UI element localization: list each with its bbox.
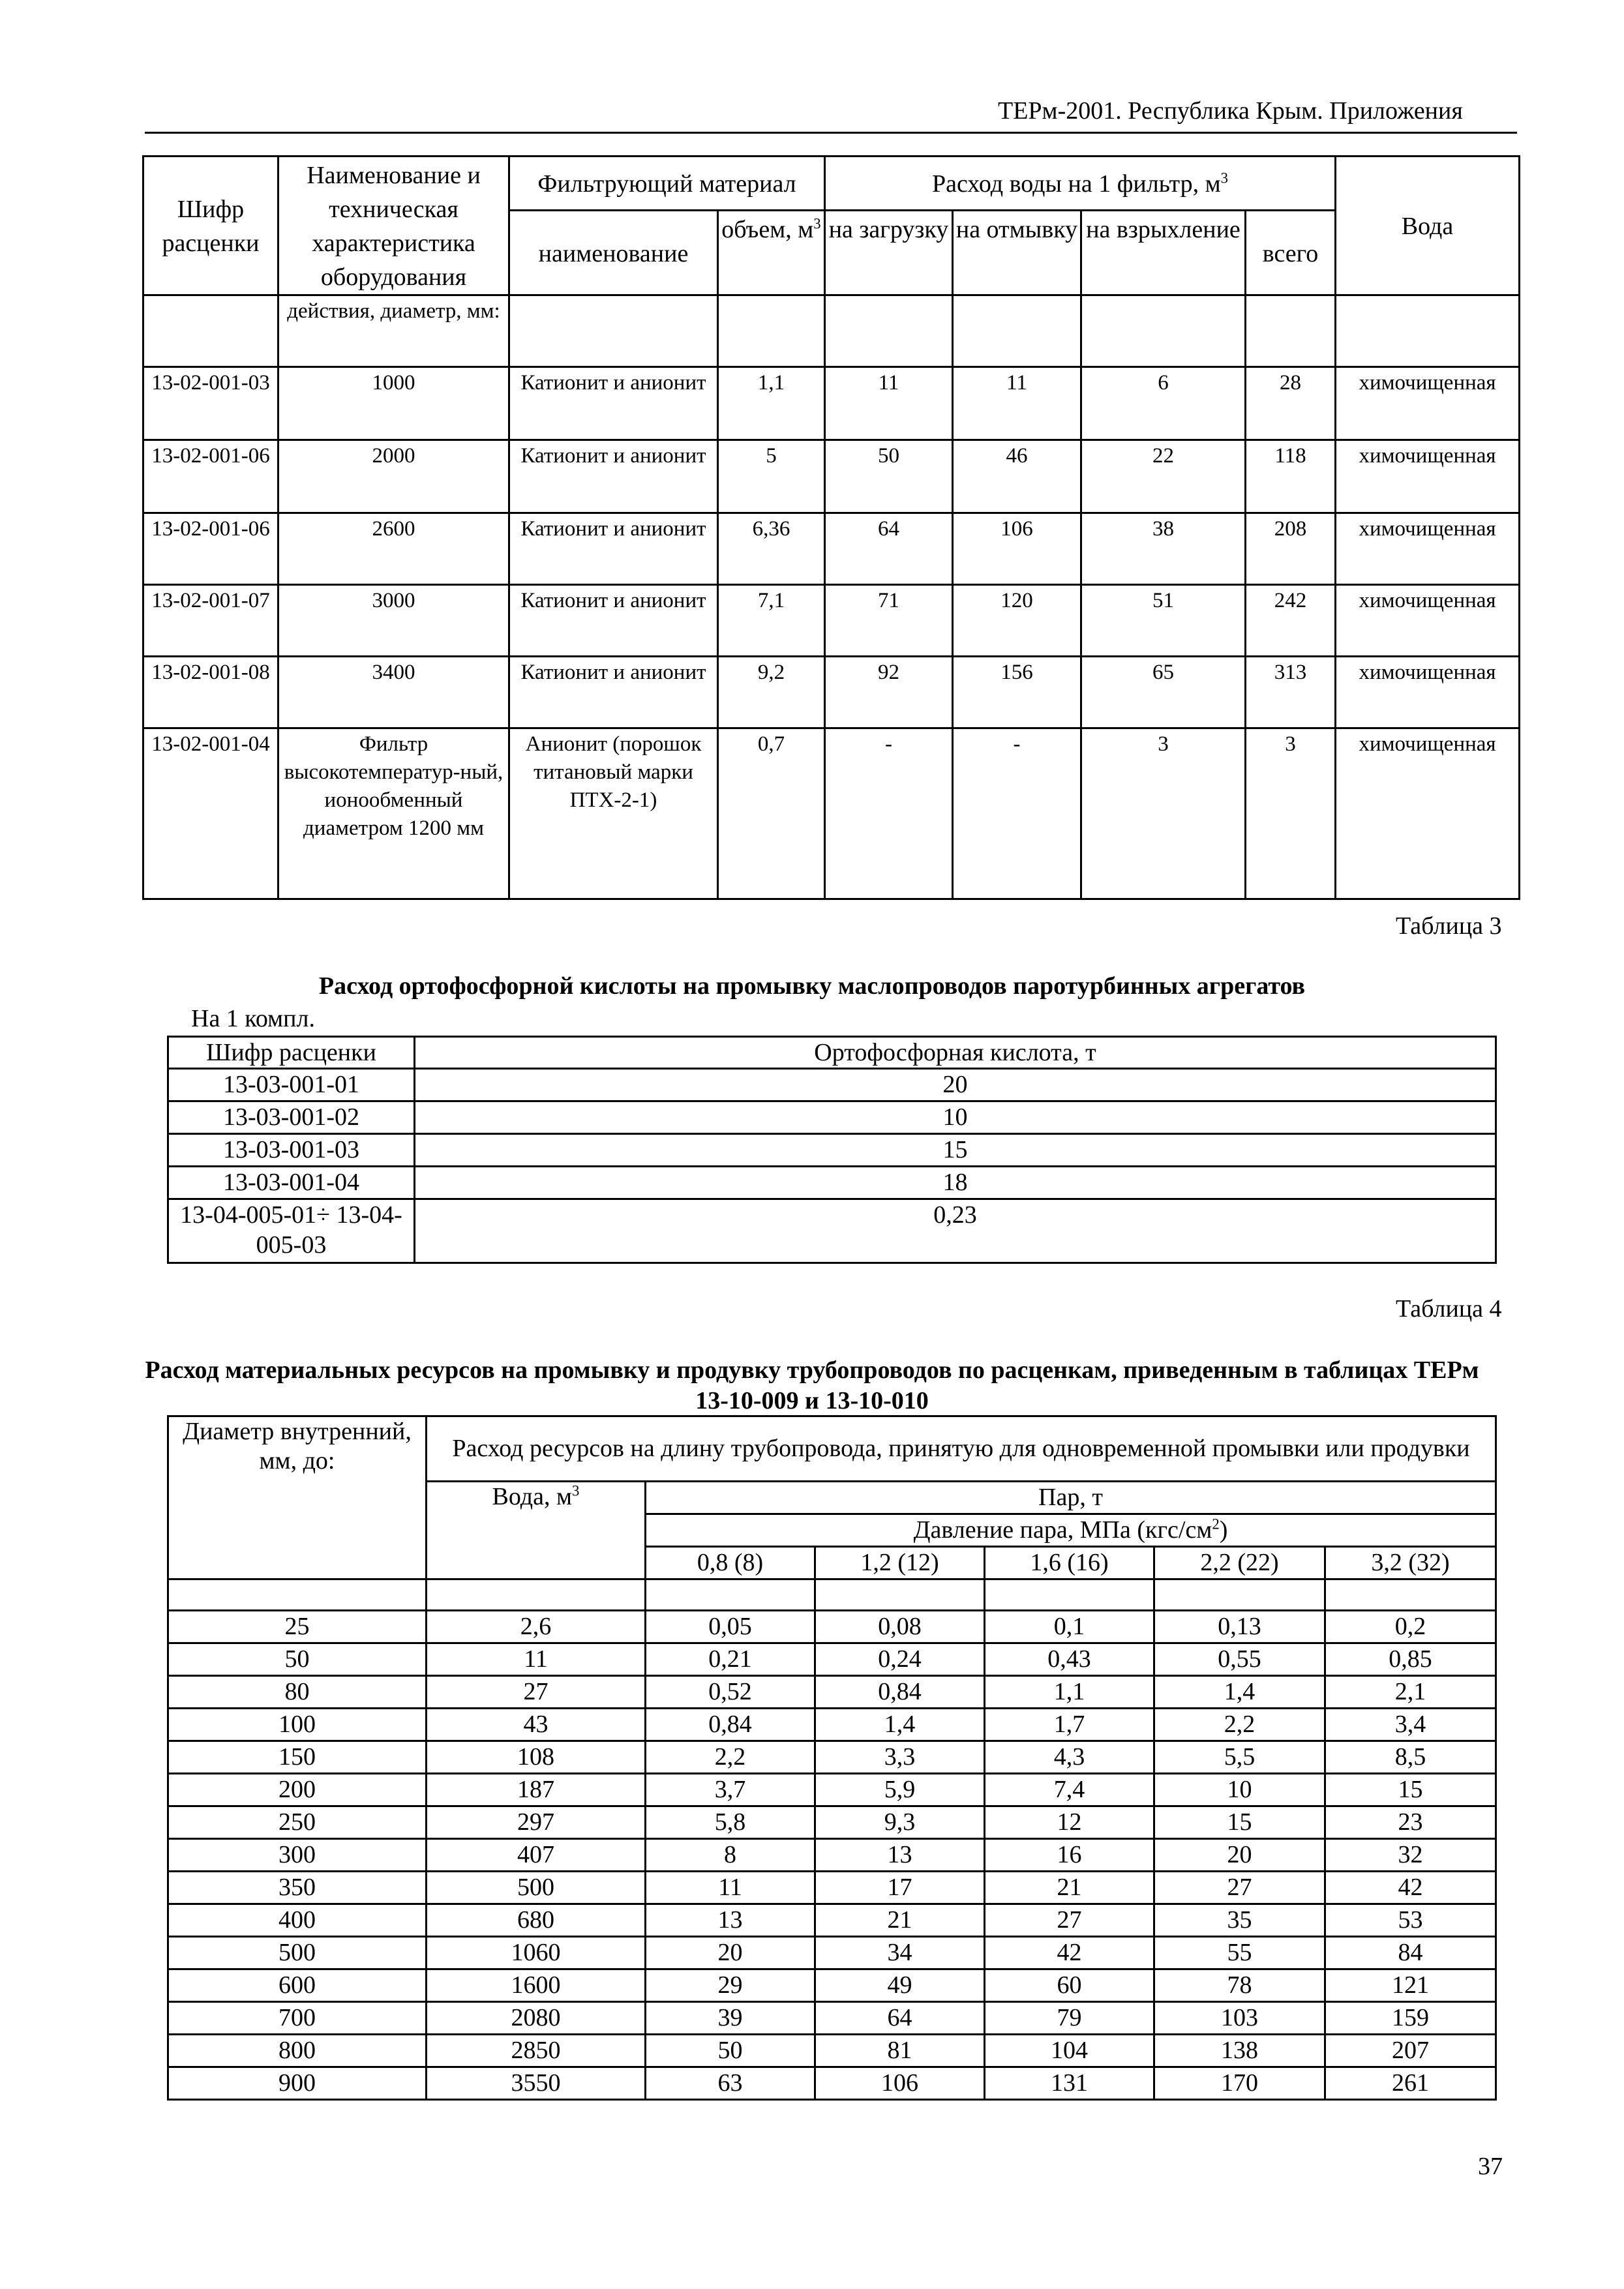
table-cell: 500 bbox=[427, 1872, 646, 1904]
table-row: 13-02-001-08 3400 Катионит и анионит 9,2 92 156 65 313 химочищенная bbox=[143, 657, 1520, 728]
pressure-header: 2,2 (22) bbox=[1154, 1547, 1325, 1579]
table-cell: 42 bbox=[985, 1937, 1154, 1969]
col-header-water-consumption: Расход воды на 1 фильтр, $м^3$ bbox=[825, 157, 1336, 211]
table-row: 13-03-001-03 15 bbox=[168, 1134, 1496, 1167]
table-cell: 27 bbox=[1154, 1872, 1325, 1904]
table-cell: 3,4 bbox=[1325, 1709, 1496, 1741]
table-row bbox=[168, 2002, 1496, 2035]
table-cell: 108 bbox=[427, 1741, 646, 1774]
table-cell: 7,4 bbox=[985, 1774, 1154, 1806]
table-cell: 297 bbox=[427, 1806, 646, 1839]
table4-title: Расход материальных ресурсов на промывку и продувку трубопроводов по расценкам, приведенным в таблицах ТЕРм 13-10-009 и 13-10-010 bbox=[145, 1356, 1479, 1414]
table-cell: 600 bbox=[168, 1969, 427, 2002]
table-cell: 700 bbox=[168, 2002, 427, 2035]
table-row: 13-03-001-02 10 bbox=[168, 1101, 1496, 1134]
table-cell: 13 bbox=[646, 1904, 815, 1937]
table-cell: 0,84 bbox=[815, 1676, 985, 1709]
table-cell: 261 bbox=[1325, 2067, 1496, 2100]
table-cell: 138 bbox=[1154, 2035, 1325, 2067]
table-cell: 15 bbox=[1325, 1774, 1496, 1806]
table-row bbox=[168, 1643, 1496, 1676]
table-cell: 79 bbox=[985, 2002, 1154, 2035]
table-cell: 187 bbox=[427, 1774, 646, 1806]
table-cell: 20 bbox=[1154, 1839, 1325, 1872]
table-cell: 1,1 bbox=[985, 1676, 1154, 1709]
table-cell: 64 bbox=[815, 2002, 985, 2035]
table-cell: 300 bbox=[168, 1839, 427, 1872]
table-cell: 2850 bbox=[427, 2035, 646, 2067]
table-cell: 104 bbox=[985, 2035, 1154, 2067]
pressure-header: 1,2 (12) bbox=[815, 1547, 985, 1579]
table-cell: 42 bbox=[1325, 1872, 1496, 1904]
acid-table bbox=[167, 1036, 1497, 1264]
col-header-group: Расход ресурсов на длину трубопровода, принятую для одновременной промывки или продувки bbox=[427, 1416, 1496, 1482]
table-cell: 2,2 bbox=[1154, 1709, 1325, 1741]
table-cell: 1060 bbox=[427, 1937, 646, 1969]
table-cell: 0,05 bbox=[646, 1611, 815, 1643]
table-cell: 0,21 bbox=[646, 1643, 815, 1676]
pressure-header: 0,8 (8) bbox=[646, 1547, 815, 1579]
table-cell: 3550 bbox=[427, 2067, 646, 2100]
table-row bbox=[168, 1806, 1496, 1839]
table-cell: 159 bbox=[1325, 2002, 1496, 2035]
table-cell: 23 bbox=[1325, 1806, 1496, 1839]
table-row: 13-02-001-06 2600 Катионит и анионит 6,36 64 106 38 208 химочищенная bbox=[143, 513, 1520, 585]
table-cell: 0,55 bbox=[1154, 1643, 1325, 1676]
table-cell: 13 bbox=[815, 1839, 985, 1872]
table-cell: 32 bbox=[1325, 1839, 1496, 1872]
filter-water-table bbox=[142, 155, 1520, 900]
table-cell: 131 bbox=[985, 2067, 1154, 2100]
table-cell: 25 bbox=[168, 1611, 427, 1643]
sub-header-wash: на отмывку bbox=[953, 211, 1081, 295]
table-cell: 2,1 bbox=[1325, 1676, 1496, 1709]
table-cell: 29 bbox=[646, 1969, 815, 2002]
table4-caption: Таблица 4 bbox=[1396, 1295, 1502, 1323]
table-cell: 60 bbox=[985, 1969, 1154, 2002]
running-header: ТЕРм-2001. Республика Крым. Приложения bbox=[998, 97, 1463, 125]
col-header-code: Шифр расценки bbox=[168, 1037, 415, 1069]
table3-unit: На 1 компл. bbox=[191, 1005, 315, 1032]
table-cell: 3,7 bbox=[646, 1774, 815, 1806]
table-cell: 21 bbox=[815, 1904, 985, 1937]
table-row bbox=[168, 1969, 1496, 2002]
sub-header-name: наименование bbox=[509, 211, 718, 295]
table-row: 13-03-001-01 20 bbox=[168, 1069, 1496, 1101]
table-row bbox=[168, 2035, 1496, 2067]
table-cell: 0,24 bbox=[815, 1643, 985, 1676]
table-cell: 27 bbox=[427, 1676, 646, 1709]
table-cell: 0,43 bbox=[985, 1643, 1154, 1676]
table-cell: 1600 bbox=[427, 1969, 646, 2002]
table-cell: 0,13 bbox=[1154, 1611, 1325, 1643]
continuation-text: действия, диаметр, мм: bbox=[278, 295, 509, 367]
col-header-steam: Пар, т bbox=[646, 1482, 1496, 1514]
pressure-header: 1,6 (16) bbox=[985, 1547, 1154, 1579]
table-cell: 50 bbox=[168, 1643, 427, 1676]
sub-header-volume: объем, $м^3$ bbox=[718, 211, 825, 295]
table-cell: 106 bbox=[815, 2067, 985, 2100]
col-header-water: Вода, $м^3$ bbox=[427, 1482, 646, 1579]
table-cell: 8 bbox=[646, 1839, 815, 1872]
table-cell: 150 bbox=[168, 1741, 427, 1774]
table-cell: 12 bbox=[985, 1806, 1154, 1839]
table-cell: 81 bbox=[815, 2035, 985, 2067]
table-cell: 21 bbox=[985, 1872, 1154, 1904]
table-cell: 0,52 bbox=[646, 1676, 815, 1709]
table-cell: 34 bbox=[815, 1937, 985, 1969]
table-cell: 200 bbox=[168, 1774, 427, 1806]
table-cell: 78 bbox=[1154, 1969, 1325, 2002]
pipeline-resources-table bbox=[167, 1415, 1497, 2101]
table-row: 13-02-001-06 2000 Катионит и анионит 5 50 46 22 118 химочищенная bbox=[143, 440, 1520, 513]
table-cell: 39 bbox=[646, 2002, 815, 2035]
table-cell: 10 bbox=[1154, 1774, 1325, 1806]
table-cell: 20 bbox=[646, 1937, 815, 1969]
table-cell: 250 bbox=[168, 1806, 427, 1839]
table3-title: Расход ортофосфорной кислоты на промывку маслопроводов паротурбинных агрегатов bbox=[318, 972, 1306, 1000]
table-row: 13-03-001-04 18 bbox=[168, 1167, 1496, 1199]
table-cell: 50 bbox=[646, 2035, 815, 2067]
pressure-header: 3,2 (32) bbox=[1325, 1547, 1496, 1579]
table-cell: 350 bbox=[168, 1872, 427, 1904]
table-cell: 27 bbox=[985, 1904, 1154, 1937]
table-row bbox=[168, 1709, 1496, 1741]
table-cell: 0,85 bbox=[1325, 1643, 1496, 1676]
table4-body bbox=[168, 1611, 1496, 2100]
table-cell: 800 bbox=[168, 2035, 427, 2067]
table-cell: 207 bbox=[1325, 2035, 1496, 2067]
table-row bbox=[168, 1741, 1496, 1774]
table-cell: 49 bbox=[815, 1969, 985, 2002]
table-cell: 63 bbox=[646, 2067, 815, 2100]
table-cell: 17 bbox=[815, 1872, 985, 1904]
table-cell: 1,7 bbox=[985, 1709, 1154, 1741]
table-cell: 680 bbox=[427, 1904, 646, 1937]
table-cell: 5,9 bbox=[815, 1774, 985, 1806]
table-row bbox=[168, 1937, 1496, 1969]
col-header-acid: Ортофосфорная кислота, т bbox=[415, 1037, 1496, 1069]
table-cell: 35 bbox=[1154, 1904, 1325, 1937]
page-number: 37 bbox=[1478, 2153, 1503, 2180]
table-cell: 0,08 bbox=[815, 1611, 985, 1643]
table-cell: 43 bbox=[427, 1709, 646, 1741]
table3-caption: Таблица 3 bbox=[1396, 912, 1502, 940]
table-cell: 2,2 bbox=[646, 1741, 815, 1774]
table-cell: 55 bbox=[1154, 1937, 1325, 1969]
table-cell: 103 bbox=[1154, 2002, 1325, 2035]
col-header-material: Фильтрующий материал bbox=[509, 157, 825, 211]
table-cell: 3,3 bbox=[815, 1741, 985, 1774]
col-header-pressure: Давление пара, МПа $(кгс/см^2)$ bbox=[646, 1514, 1496, 1547]
table-row bbox=[168, 1904, 1496, 1937]
col-header-name: Наименование и техническая характеристика оборудования bbox=[278, 157, 509, 295]
table-cell: 2,6 bbox=[427, 1611, 646, 1643]
table-cell: 4,3 bbox=[985, 1741, 1154, 1774]
table-cell: 121 bbox=[1325, 1969, 1496, 2002]
table-row: 13-02-001-07 3000 Катионит и анионит 7,1 71 120 51 242 химочищенная bbox=[143, 585, 1520, 657]
col-header-diameter: Диаметр внутренний, мм, до: bbox=[168, 1416, 427, 1579]
table-row bbox=[168, 1839, 1496, 1872]
table-cell: 407 bbox=[427, 1839, 646, 1872]
table-cell: 5,5 bbox=[1154, 1741, 1325, 1774]
table-cell: 170 bbox=[1154, 2067, 1325, 2100]
table-cell: 5,8 bbox=[646, 1806, 815, 1839]
sub-header-loosen: на взрыхление bbox=[1081, 211, 1246, 295]
table-cell: 9,3 bbox=[815, 1806, 985, 1839]
table-cell: 1,4 bbox=[1154, 1676, 1325, 1709]
table-cell: 15 bbox=[1154, 1806, 1325, 1839]
table-cell: 84 bbox=[1325, 1937, 1496, 1969]
table-cell: 2080 bbox=[427, 2002, 646, 2035]
table-row: 13-04-005-01÷ 13-04-005-03 0,23 bbox=[168, 1199, 1496, 1263]
table-cell: 1,4 bbox=[815, 1709, 985, 1741]
table-row: 13-02-001-04 Фильтр высокотемператур-ный, ионообменный диаметром 1200 мм Анионит (порошок титановый марки ПТХ-2-1) 0,7 - - 3 3 химочищенная bbox=[143, 728, 1520, 899]
table-cell: 0,84 bbox=[646, 1709, 815, 1741]
table-cell: 400 bbox=[168, 1904, 427, 1937]
sub-header-total: всего bbox=[1246, 211, 1336, 295]
table-cell: 100 bbox=[168, 1709, 427, 1741]
table-cell: 8,5 bbox=[1325, 1741, 1496, 1774]
table-cell: 11 bbox=[646, 1872, 815, 1904]
table-cell: 16 bbox=[985, 1839, 1154, 1872]
table-cell: 53 bbox=[1325, 1904, 1496, 1937]
sub-header-load: на загрузку bbox=[825, 211, 953, 295]
col-header-water: Вода bbox=[1336, 157, 1520, 295]
table-row bbox=[168, 1872, 1496, 1904]
table-cell: 0,2 bbox=[1325, 1611, 1496, 1643]
table-cell: 500 bbox=[168, 1937, 427, 1969]
table-cell: 80 bbox=[168, 1676, 427, 1709]
table-row bbox=[168, 1676, 1496, 1709]
header-rule bbox=[145, 132, 1517, 134]
table-cell: 900 bbox=[168, 2067, 427, 2100]
table-row bbox=[168, 1611, 1496, 1643]
table-row bbox=[168, 2067, 1496, 2100]
table-cell: 11 bbox=[427, 1643, 646, 1676]
table-row bbox=[168, 1774, 1496, 1806]
table-cell: 0,1 bbox=[985, 1611, 1154, 1643]
col-header-shifr: Шифр расценки bbox=[143, 157, 278, 295]
table-row: 13-02-001-03 1000 Катионит и анионит 1,1 11 11 6 28 химочищенная bbox=[143, 367, 1520, 440]
